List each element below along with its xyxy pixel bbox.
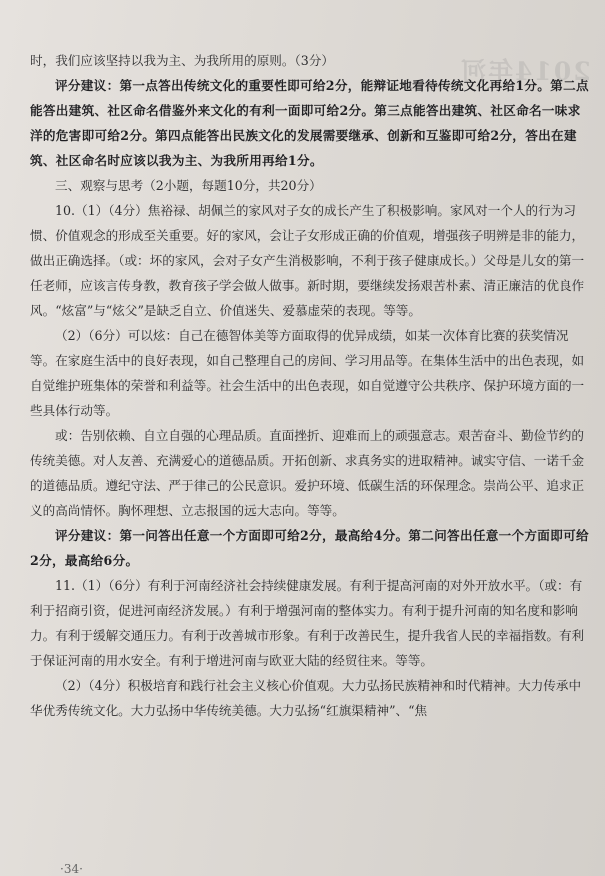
section-heading: 三、观察与思考（2小题，每题10分，共20分） — [55, 178, 322, 193]
answer-paragraph: （2）（6分）可以炫：自己在德智体美等方面取得的优异成绩，如某一次体育比赛的获奖情况等。在家庭生活中的良好表现，如自己整理自己的房间、学习用品等。在集体生活中的出色表现，如自觉维护班集体的荣誉和利益等。社会生活中的出色表现，如自觉遵守公共秩序、保护环境方面的一些具体行动等。 — [30, 328, 585, 418]
text-line: 时，我们应该坚持以我为主、为我所用的原则。（3分） — [30, 53, 334, 68]
answer-paragraph: 或：告别依赖、自立自强的心理品质。直面挫折、迎难而上的顽强意志。艰苦奋斗、勤俭节约的传统美德。对人友善、充满爱心的道德品质。开拓创新、求真务实的进取精神。诚实守信、一诺千金的道德品质。遵纪守法、严于律己的公民意识。爱护环境、低碳生活的环保理念。崇尚公平、追求正义的高尚情怀。胸怀理想、立志报国的远大志向。等等。 — [30, 428, 585, 518]
answer-paragraph: 10.（1）（4分）焦裕禄、胡佩兰的家风对子女的成长产生了积极影响。家风对一个人的行为习惯、价值观念的形成至关重要。好的家风，会让子女形成正确的价值观，增强孩子明辨是非的能力，做出正确选择。（或：坏的家风，会对子女产生消极影响，不利于孩子健康成长。）父母是儿女的第一任老师，应该言传身教，教育孩子学会做人做事。新时期，要继续发扬艰苦朴素、清正廉洁的优良作风。“炫富”与“炫父”是缺乏自立、价值迷失、爱慕虚荣的表现。等等。 — [30, 203, 585, 318]
scoring-note: 评分建议：第一点答出传统文化的重要性即可给2分，能辩证地看待传统文化再给1分。第二点能答出建筑、社区命名借鉴外来文化的有利一面即可给2分。第三点能答出建筑、社区命名一味求洋的危害即可给2分。第四点能答出民族文化的发展需要继承、创新和互鉴即可给2分，答出在建筑、社区命名时应该以我为主、为我所用再给1分。 — [30, 78, 589, 168]
page-number: ·34· — [60, 862, 83, 876]
scoring-note: 评分建议：第一问答出任意一个方面即可给2分，最高给4分。第二问答出任意一个方面即可给2分，最高给6分。 — [30, 528, 589, 568]
answer-paragraph: （2）（4分）积极培育和践行社会主义核心价值观。大力弘扬民族精神和时代精神。大力传承中华优秀传统文化。大力弘扬中华传统美德。大力弘扬“红旗渠精神”、“焦 — [30, 678, 582, 718]
ghost-header: 2014年河 — [459, 57, 591, 86]
answer-paragraph: 11.（1）（6分）有利于河南经济社会持续健康发展。有利于提高河南的对外开放水平。（或：有利于招商引资，促进河南经济发展。）有利于增强河南的整体实力。有利于提升河南的知名度和影响力。有利于缓解交通压力。有利于改善城市形象。有利于改善民生，提升我省人民的幸福指数。有利于保证河南的用水安全。有利于增进河南与欧亚大陆的经贸往来。等等。 — [30, 578, 585, 668]
document-body — [30, 48, 592, 723]
